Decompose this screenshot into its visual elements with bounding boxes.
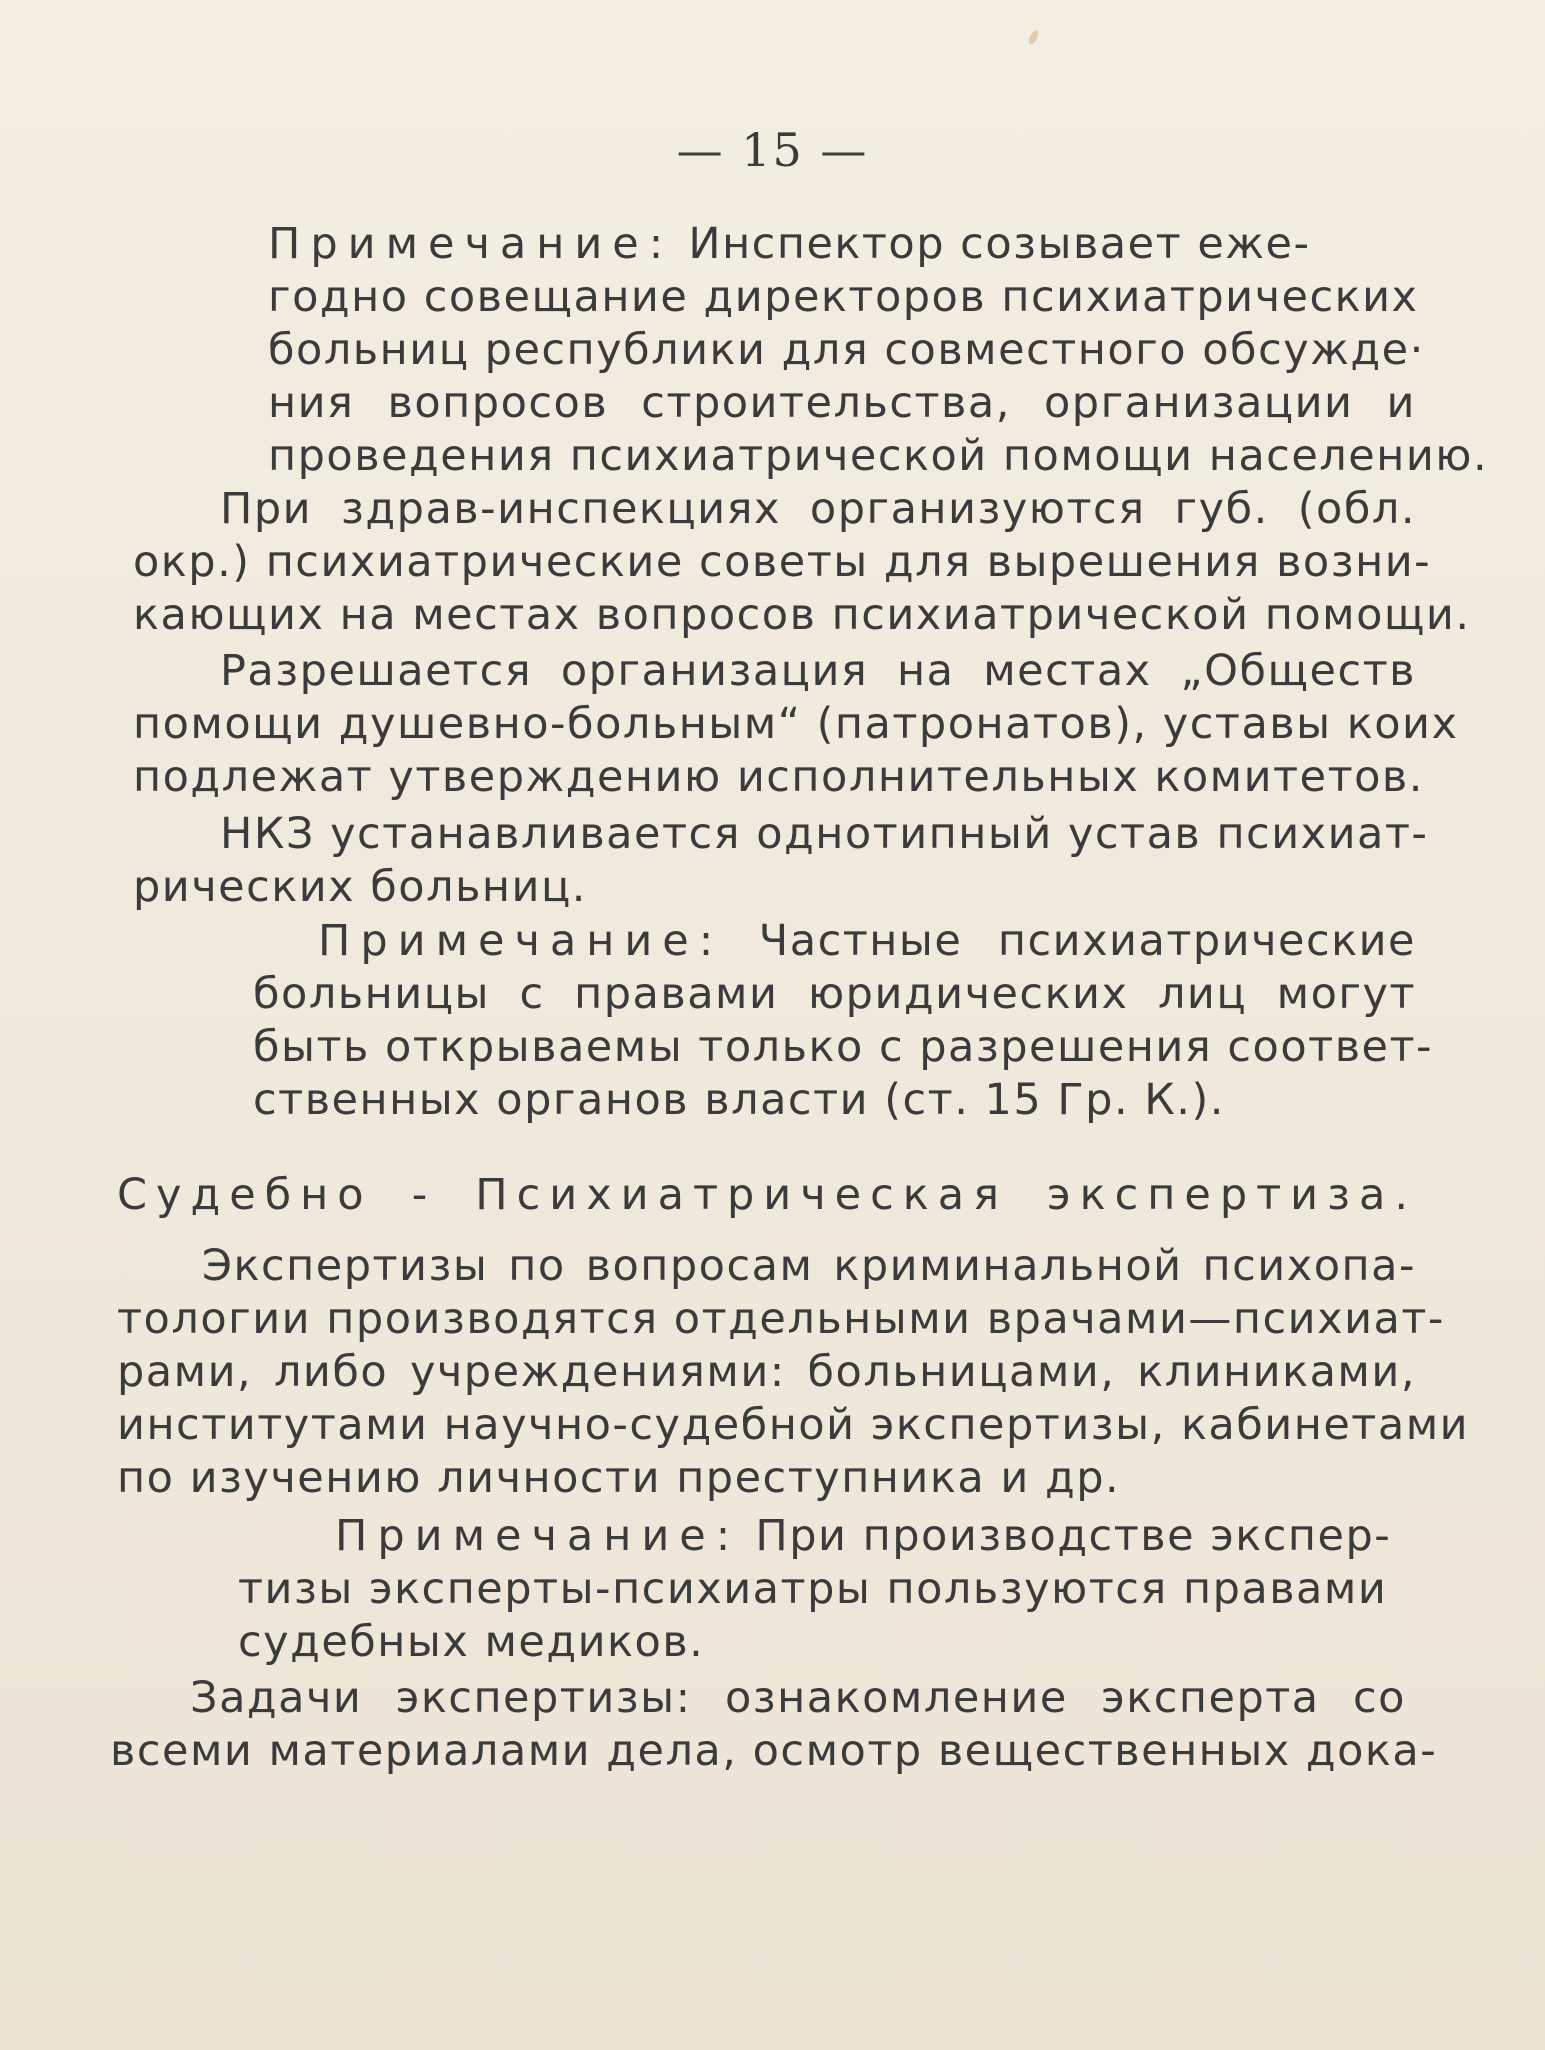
paragraph-line: всеми материалами дела, осмотр вещественных дока- — [110, 1726, 1438, 1776]
paragraph-societies — [133, 645, 1459, 804]
paragraph-line: Разрешается организация на местах „Обществ — [220, 646, 1416, 696]
paragraph-line: рами, либо учреждениями: больницами, клиниками, — [117, 1347, 1416, 1397]
note-label: Примечание: — [318, 916, 724, 966]
note-experts — [238, 1510, 1392, 1669]
note-text: Инспектор созывает еже- — [673, 219, 1311, 269]
note-text: При производстве экспер- — [740, 1511, 1392, 1561]
note-line: ния вопросов строительства, организации и — [268, 378, 1416, 428]
paragraph-councils — [133, 483, 1471, 642]
paragraph-line: по изучению личности преступника и др. — [117, 1453, 1121, 1503]
note-line: проведения психиатрической помощи населению. — [268, 431, 1489, 481]
note-label: Примечание: — [335, 1511, 741, 1561]
paragraph-line: При здрав-инспекциях организуются губ. (обл. — [220, 484, 1416, 534]
paragraph-line: окр.) психиатрические советы для вырешения возни- — [133, 537, 1432, 587]
paragraph-line: институтами научно-судебной экспертизы, кабинетами — [117, 1400, 1470, 1450]
note-line: больницы с правами юридических лиц могут — [253, 969, 1416, 1019]
paragraph-expertise — [117, 1240, 1470, 1505]
page-number: — 15 — — [676, 123, 869, 177]
paragraph-line: помощи душевно-больным“ (патронатов), уставы коих — [133, 699, 1459, 749]
note-text: Частные психиатрические — [723, 916, 1416, 966]
section-heading: Судебно - Психиатрическая экспертиза. — [117, 1170, 1417, 1220]
note-line: ственных органов власти (ст. 15 Гр. К.). — [253, 1075, 1225, 1125]
paragraph-line: Задачи экспертизы: ознакомление эксперта со — [190, 1673, 1406, 1723]
paragraph-tasks — [110, 1672, 1438, 1778]
paper-stain — [1027, 29, 1040, 46]
paragraph-line: рических больниц. — [133, 862, 587, 912]
note-line: годно совещание директоров психиатрических — [268, 272, 1419, 322]
note-line: тизы эксперты-психиатры пользуются правами — [238, 1564, 1388, 1614]
note-label: Примечание: — [268, 219, 674, 269]
note-line: быть открываемы только с разрешения соответ- — [253, 1022, 1434, 1072]
note-inspector — [268, 218, 1489, 483]
paragraph-line: подлежат утверждению исполнительных комитетов. — [133, 752, 1424, 802]
paragraph-statute — [133, 808, 1429, 914]
note-line — [318, 915, 1416, 968]
paragraph-line: Экспертизы по вопросам криминальной психопа- — [202, 1241, 1416, 1291]
note-line: судебных медиков. — [238, 1617, 705, 1667]
note-line — [335, 1510, 1392, 1563]
note-private-hospitals — [253, 915, 1434, 1127]
note-line: больниц республики для совместного обсужде· — [268, 325, 1425, 375]
paragraph-line: тологии производятся отдельными врачами—психиат- — [117, 1294, 1445, 1344]
note-line — [268, 218, 1416, 271]
paragraph-line: кающих на местах вопросов психиатрической помощи. — [133, 590, 1471, 640]
paragraph-line: НКЗ устанавливается однотипный устав психиат- — [220, 809, 1429, 859]
